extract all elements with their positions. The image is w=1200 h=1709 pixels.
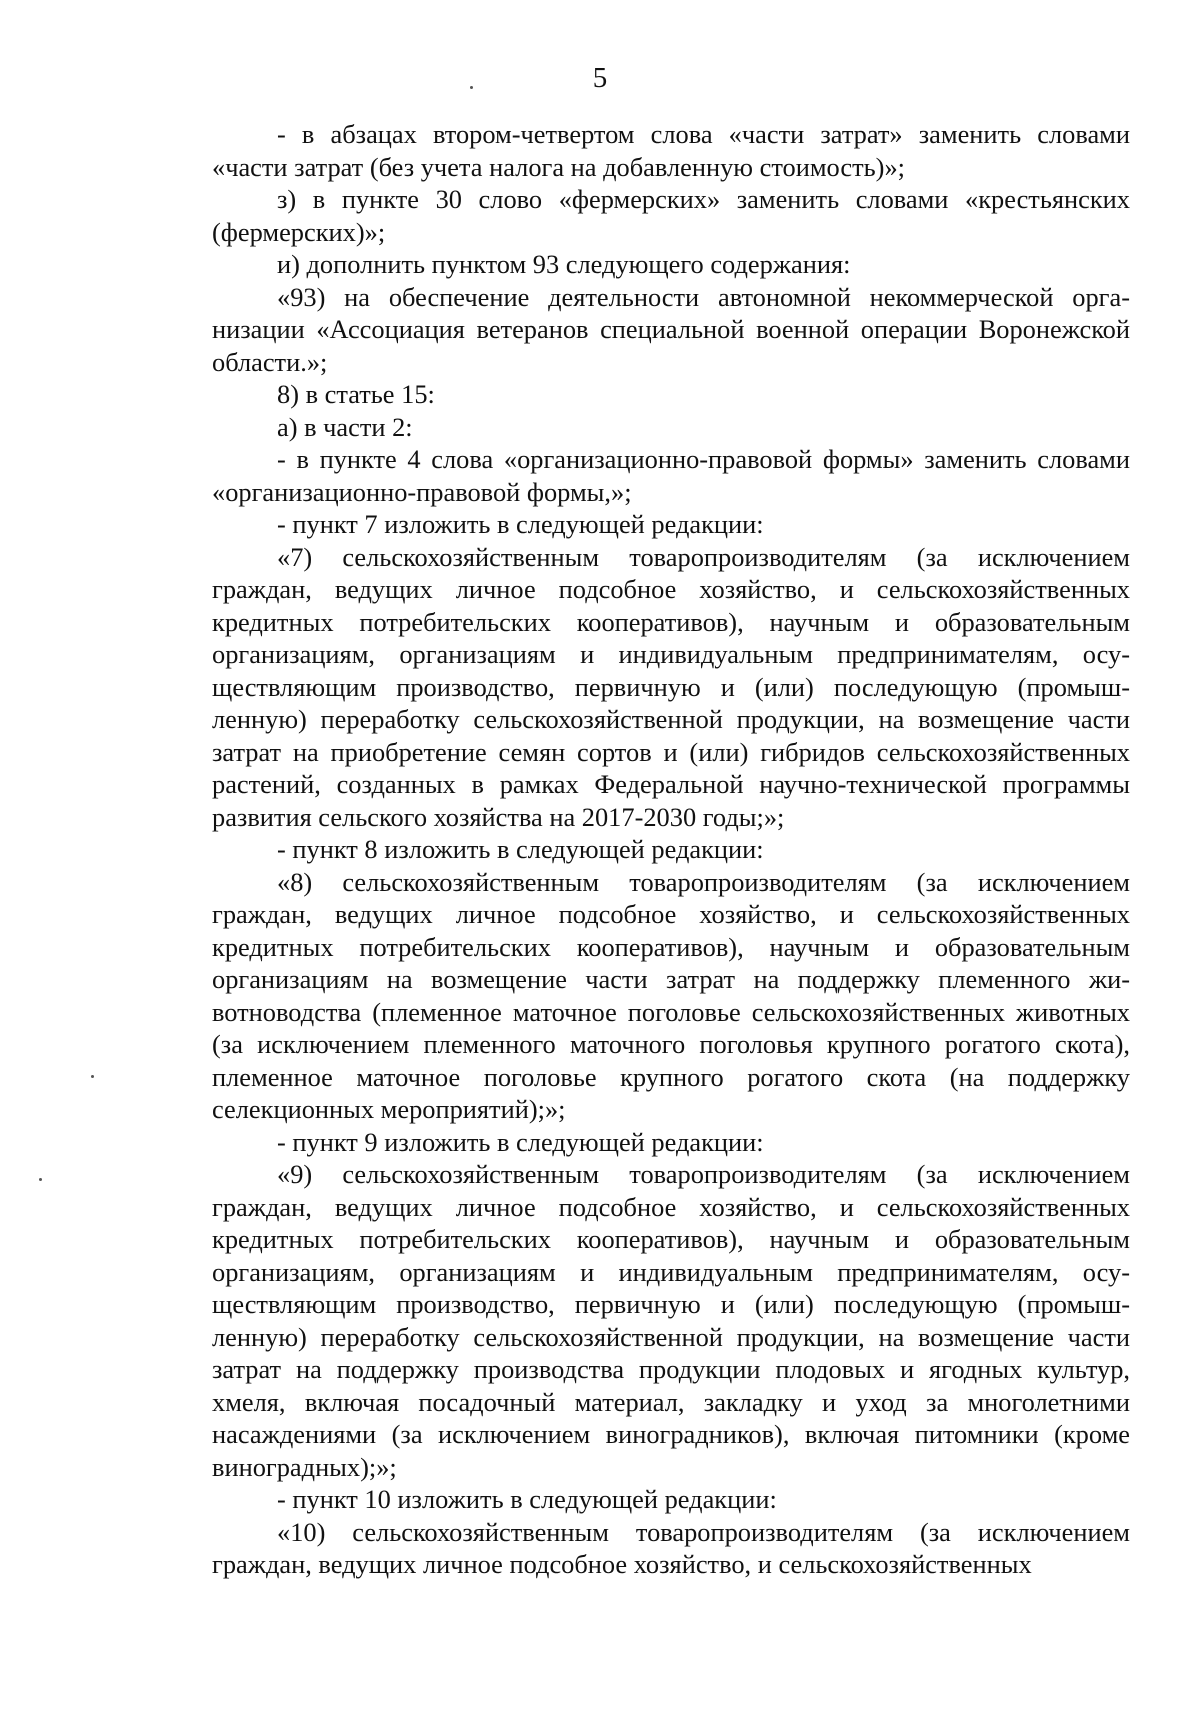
paragraph: «8) сельскохозяйственным товаропроизводителям (за исключением граждан, ведущих личное подсобное хозяйство, и сельскохозяйственных кредитных потребительских кооперативов), научным и образовательным организациям на возмещение части затрат на поддержку племенного животноводства (племенное маточное поголовье сельскохозяйственных животных (за исключением племенного маточного поголовья крупного рогатого скота), племенное маточное поголовье крупного рогатого скота (на поддержку селекционных мероприятий);»;: [212, 866, 1130, 1124]
scan-speck: [91, 1075, 94, 1078]
paragraph: 8) в статье 15:: [277, 379, 435, 409]
paragraph: - пункт 8 изложить в следующей редакции:: [277, 834, 764, 864]
paragraph: «9) сельскохозяйственным товаропроизводителям (за исключением граждан, ведущих личное подсобное хозяйство, и сельскохозяйственных кредитных потребительских кооперативов), научным и образовательным организациям, организациям и индивидуальным предпринимателям, осуществляющим производство, первичную и (или) последующую (промышленную) переработку сельскохозяйственной продукции, на возмещение части затрат на поддержку производства продукции плодовых и ягодных культур, хмеля, включая посадочный материал, закладку и уход за многолетними насаждениями (за исключением виноградников), включая питомники (кроме виноградных);»;: [212, 1159, 1130, 1482]
paragraph: - пункт 10 изложить в следующей редакции:: [277, 1484, 777, 1514]
paragraph: - в абзацах втором-четвертом слова «части затрат» заменить словами «части затрат (без учета налога на добавленную стоимость)»;: [212, 119, 1130, 182]
paragraph: - пункт 7 изложить в следующей редакции:: [277, 509, 764, 539]
paragraph: «93) на обеспечение деятельности автономной некоммерческой организации «Ассоциация ветеранов специальной военной операции Воронежской области.»;: [212, 281, 1130, 377]
paragraph: «10) сельскохозяйственным товаропроизводителям (за исключением граждан, ведущих личное подсобное хозяйство, и сельскохозяйственных: [212, 1516, 1130, 1579]
page-number: 5: [592, 62, 608, 94]
paragraph: - пункт 9 изложить в следующей редакции:: [277, 1126, 764, 1157]
scan-speck: [39, 1178, 42, 1181]
paragraph: з) в пункте 30 слово «фермерских» заменить словами «крестьянских (фермерских)»;: [212, 184, 1130, 247]
paragraph: а) в части 2:: [277, 411, 413, 442]
document-body: [212, 118, 1130, 1581]
paragraph: и) дополнить пунктом 93 следующего содержания:: [277, 249, 851, 279]
paragraph: - в пункте 4 слова «организационно-правовой формы» заменить словами «организационно-правовой формы,»;: [212, 444, 1130, 507]
scan-speck: [470, 86, 473, 89]
paragraph: «7) сельскохозяйственным товаропроизводителям (за исключением граждан, ведущих личное подсобное хозяйство, и сельскохозяйственных кредитных потребительских кооперативов), научным и образовательным организациям, организациям и индивидуальным предпринимателям, осуществляющим производство, первичную и (или) последующую (промышленную) переработку сельскохозяйственной продукции, на возмещение части затрат на приобретение семян сортов и (или) гибридов сельскохозяйственных растений, созданных в рамках Федеральной научно-технической программы развития сельского хозяйства на 2017-2030 годы;»;: [212, 541, 1130, 832]
